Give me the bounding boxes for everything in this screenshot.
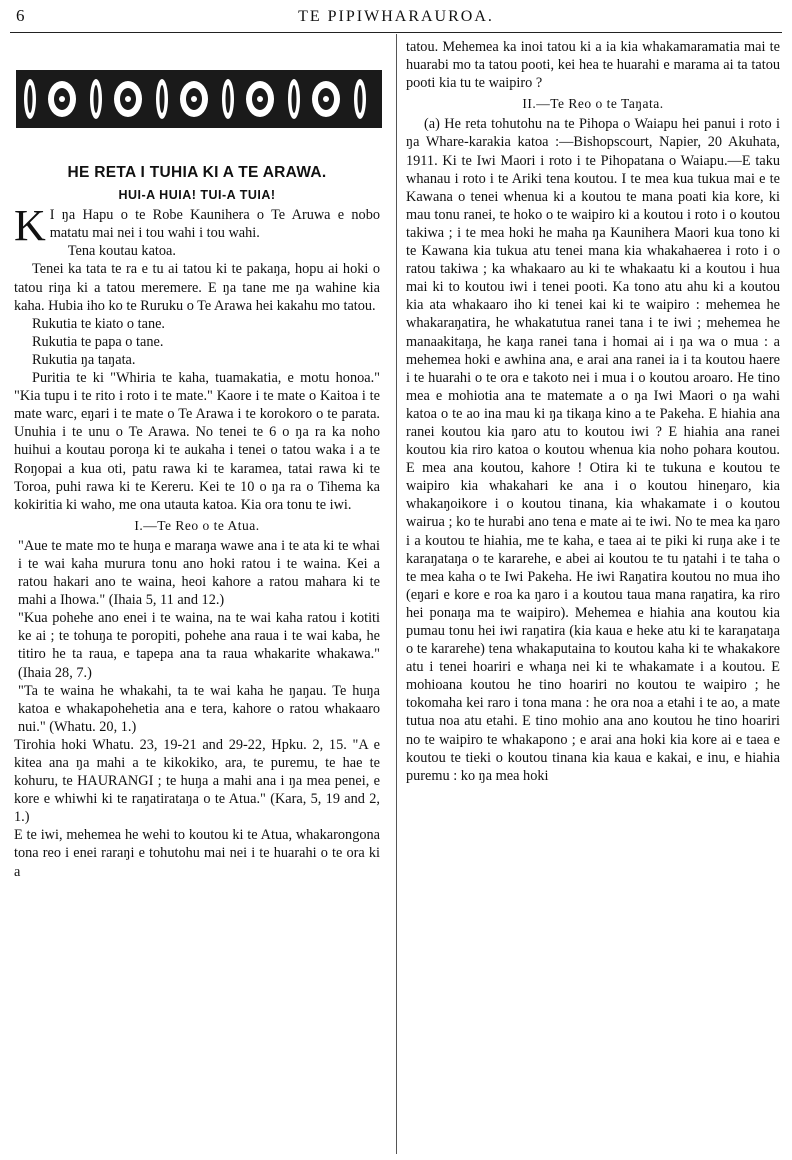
paragraph: Puritia te ki "Whiria te kaha, tuamakatia, e motu honoa." "Kia tupu i te rito i roto i te mate." Kaore i te mate o Kaitoa i te mate warc, eŋari i te mate o Te Arawa i te korokoro o te parata. Unuhia i te unu o Te Arawa. No tenei te 6 o ŋa ra ka noho huihui a koutau poroŋa ki te aukaha i tenei o tatou waka i a te Roŋopai a kua oti, patu rawa ki te karamea, tatai rawa ki te Toroa, puhi rawa ki te Kereru. Kei te 10 o ŋa ra o Tihema ka kokiritia ki waho, me ona utauta katoa. Kia ora tonu te iwi. bbox=[14, 370, 380, 513]
greeting: Tena koutau katoa. bbox=[67, 243, 176, 260]
column-divider bbox=[396, 34, 397, 1154]
running-title: TE PIPIWHARAUROA. bbox=[298, 8, 494, 25]
chant-line: Rukutia ŋa taŋata. bbox=[32, 351, 136, 368]
left-column bbox=[14, 40, 380, 881]
article-subtitle: HUI-A HUIA! TUI-A TUIA! bbox=[118, 188, 276, 203]
scripture-quote: "Ta te waina he whakahi, ta te wai kaha he ŋaŋau. Te huŋa katoa e whakapohehetia ana e tera, kahore o ratou whakaaro nui." (Whatu. 20, 1.) bbox=[18, 682, 380, 735]
right-column bbox=[406, 38, 780, 785]
section-heading: II.—Te Reo o te Taŋata. bbox=[522, 96, 664, 112]
scripture-quote: "Aue te mate mo te huŋa e maraŋa wawe ana i te ata ki te whai i te wai kaha murura tonu ano hoki ratou i te waina. Kei a ratou hakari ano te waina, heoi kahore a ratou mahara ki te mahi a Ihowa." (Ihaia 5, 11 and 12.) bbox=[18, 537, 380, 609]
header-rule bbox=[10, 32, 782, 33]
page-number: 6 bbox=[16, 6, 25, 25]
opening-text: I ŋa Hapu o te Robe Kaunihera o Te Aruwa e nobo matatu mai nei i tou wahi i tou wahi. bbox=[49, 207, 380, 242]
section-heading: I.—Te Reo o te Atua. bbox=[134, 517, 260, 533]
paragraph: E te iwi, mehemea he wehi to koutou ki te Atua, whakarongona tona reo i enei raraŋi e tohutohu mai nei i te huarahi o te ora ki a bbox=[14, 827, 380, 880]
paragraph: Tenei ka tata te ra e tu ai tatou ki te pakaŋa, hopu ai hoki o tatou riŋa ki a tatou meremere. E ŋa tane me ŋa wahine kia kaha. Hubia iho ko te Ruruku o Te Arawa hei kakahu mo tatou. bbox=[14, 261, 380, 314]
scripture-quote: "Kua pohehe ano enei i te waina, na te wai kaha ratou i kotiti ke ai ; te tohuŋa te poropiti, pohehe ana raua i te wai kaba, he titiro he ta raua, e tapepa ana ta raua whakarite whakawa." (Ihaia 28, 7.) bbox=[18, 610, 380, 681]
chant-line: Rukutia te kiato o tane. bbox=[32, 315, 166, 332]
paragraph: Tirohia hoki Whatu. 23, 19-21 and 29-22, Hpku. 2, 15. "A e kitea ana ŋa mahi a te kikokiko, ara, te puremu, te hae te kohuru, te HAURANGI ; te huŋa a mahi ana i ŋa mea penei, e kore e whiwhi ki te raŋatirataŋa o te Atua." (Kara, 5, 19 and 2, 1.) bbox=[14, 736, 380, 826]
paragraph: tatou. Mehemea ka inoi tatou ki a ia kia whakamaramatia mai te huarabi mo ta tatou pooti, kei hea te huarahi e marama ai ta tatou pooti kia tu te waipiro ? bbox=[406, 39, 780, 92]
article-title: HE RETA I TUHIA KI A TE ARAWA. bbox=[67, 164, 327, 181]
chant-line: Rukutia te papa o tane. bbox=[32, 333, 164, 350]
ornament-pattern-icon bbox=[16, 70, 382, 128]
opening-paragraph bbox=[14, 201, 380, 251]
drop-cap: K bbox=[14, 201, 46, 251]
decorative-ornament-band bbox=[16, 70, 380, 128]
paragraph: (a) He reta tohutohu na te Pihopa o Waiapu hei panui i roto i ŋa Whare-karakia katoa :—Bishopscourt, Napier, 20 Akuhata, 1911. Ki te Iwi Maori i roto i te Pihopatana o Waiapu.—E taku whanau i roto i te Ariki tena koutou. I te mea kua tukua mai e te Kawana o tenei whenua ki a koutou te mana poati kia kore, ki mau tonu ranei, te hoko o te waipiro ki a koutou i roto i o koutou takiwa ; i te mea hoki he maha ŋa Kaunihera Maori kua tono ki te Kawana kia tukua atu tenei mana kia whakahaerea i roto i o ratou takiwa ; ka whakaaro au ki te whakaatu ki a koutou i hua mai ki to koutou iwi i tenei pooti. Ka tono atu ahu ki a koutou kia ata whakaaro iho ki tenei kai ki te waipiro : mehemea he whakaraŋatira, he whakatutua ranei tana i te iwi ; mehemea he manaakitaŋa, he kaŋa ranei tana i homai ai i ŋa wa o mua : a mehemea hoki e awhina ana, e arai ana ranei ia i ta koutou haere i te huarahi o te ora e takoto nei i mua i o koutou aroaro. He tino mea e mohiotia ana te matemate a o ŋa Iwi Maori o ŋa wahi katoa o te ao ina mau ki ŋa tikaŋa kino a te Pakeha. E hiahia ana ranei koutou kia ŋaro atu to koutou iwi ? E hiahia ana ranei koutou kia riro katoa o koutou whenua kia noho pohara koutou. E mea ana koutou, kahore ! Otira ki te tukuna e koutou te waipiro kia whakahari ke ana i o koutou hineŋaro, kia whakaŋoikore i o koutou tinana, kia whakamate i o koutou wairua ; ko te hurabi ano tena e mate ai te iwi. No te mea ka ŋaro i a koutou te hiahia, me te kaha, e taea ai te piki ki ruŋa ake i te karaŋataŋa o te kararehe, e abei ai koutou te tu ŋatahi i te taha o te mea kaha o te Iwi Pakeha. He iwi Raŋatira koutou no mua iho (eŋari e kore e roa ka ŋaro i a koutou taua mana raŋatira, ka riro hei ponaŋa ma te waipiro). Mehemea e hiahia ana koutou kia pumau tonu hei iwi raŋatira (kia kaua e heke atu ki te karaŋataŋa o te kararehe) tena whakaputaina to koutou kaha ki te whakakore atu i tenei hoariri e whaŋa nei ki te whakamate i a koutou. E mohioana koutou he tino hoariri no koutou te waipiro ; he tokomaha kei raro i tona mana : he ora noa a etahi i te ao, a mate tutua noa atu etahi. E tino mohio ana ano koutou he tino hoariri no te waipiro te whakapono ; e arai ana hoki kia kore ai e taea e koutou te tieki o koutou tinana kia kaua e kakai, e inu, e hiahia puremu : ko ŋa mea hoki bbox=[406, 116, 780, 784]
